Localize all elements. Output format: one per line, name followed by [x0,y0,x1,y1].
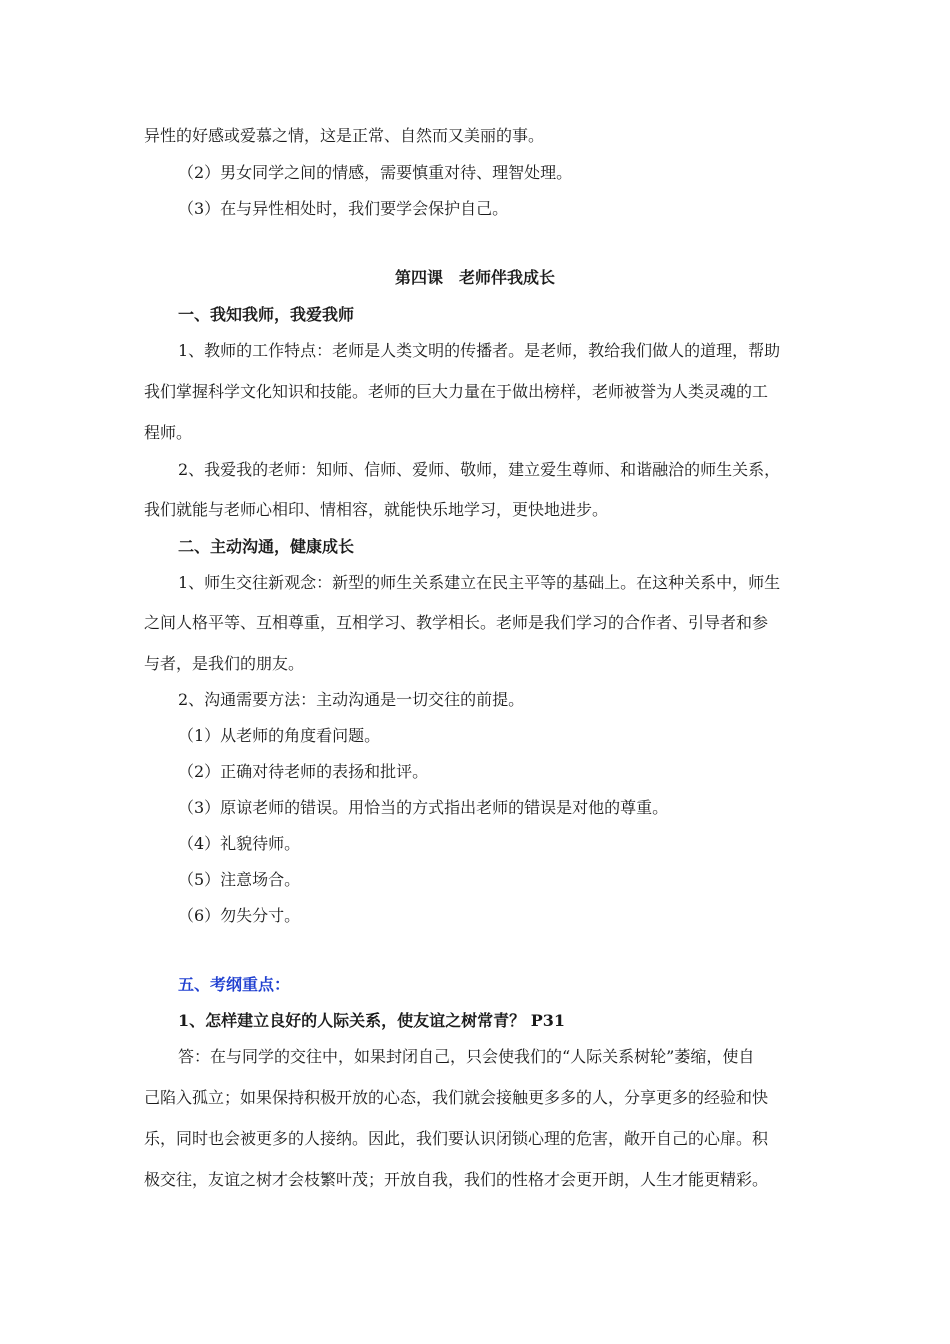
list-item: （3）在与异性相处时，我们要学会保护自己。 [178,199,509,218]
lesson-title: 第四课 老师伴我成长 [394,268,555,287]
question-heading: 1、怎样建立良好的人际关系，使友谊之树常青？ P31 [178,1011,566,1030]
list-item: （4）礼貌待师。 [178,834,301,853]
key-points-heading: 五、考纲重点： [178,975,291,994]
answer-line: 答：在与同学的交往中，如果封闭自己，只会使我们的“人际关系树轮”萎缩，使自 [178,1047,755,1066]
answer-line: 极交往，友谊之树才会枝繁叶茂；开放自我，我们的性格才会更开朗，人生才能更精彩。 [144,1170,769,1189]
list-item: （3）原谅老师的错误。用恰当的方式指出老师的错误是对他的尊重。 [178,798,669,817]
list-item: （2）男女同学之间的情感，需要慎重对待、理智处理。 [178,163,573,182]
list-item: （1）从老师的角度看问题。 [178,726,381,745]
paragraph-line: 2、沟通需要方法：主动沟通是一切交往的前提。 [178,690,525,709]
answer-line: 己陷入孤立；如果保持积极开放的心态，我们就会接触更多多的人，分享更多的经验和快 [144,1088,769,1107]
paragraph-line: 我们掌握科学文化知识和技能。老师的巨大力量在于做出榜样，老师被誉为人类灵魂的工 [144,382,769,401]
list-item: （6）勿失分寸。 [178,906,301,925]
section-heading: 二、主动沟通，健康成长 [178,537,355,556]
list-item: （5）注意场合。 [178,870,301,889]
paragraph-line: 与者，是我们的朋友。 [144,654,305,673]
paragraph-line: 1、教师的工作特点：老师是人类文明的传播者。是老师，教给我们做人的道理，帮助 [178,341,781,360]
paragraph-line: 程师。 [144,423,193,442]
paragraph-continuation: 异性的好感或爱慕之情，这是正常、自然而又美丽的事。 [144,126,545,145]
list-item: （2）正确对待老师的表扬和批评。 [178,762,429,781]
paragraph-line: 2、我爱我的老师：知师、信师、爱师、敬师，建立爱生尊师、和谐融洽的师生关系， [178,460,781,479]
paragraph-line: 1、师生交往新观念：新型的师生关系建立在民主平等的基础上。在这种关系中，师生 [178,573,781,592]
answer-line: 乐，同时也会被更多的人接纳。因此，我们要认识闭锁心理的危害，敞开自己的心扉。积 [144,1129,769,1148]
section-heading: 一、我知我师，我爱我师 [178,305,355,324]
paragraph-line: 之间人格平等、互相尊重，互相学习、教学相长。老师是我们学习的合作者、引导者和参 [144,613,769,632]
paragraph-line: 我们就能与老师心相印、情相容，就能快乐地学习，更快地进步。 [144,500,609,519]
